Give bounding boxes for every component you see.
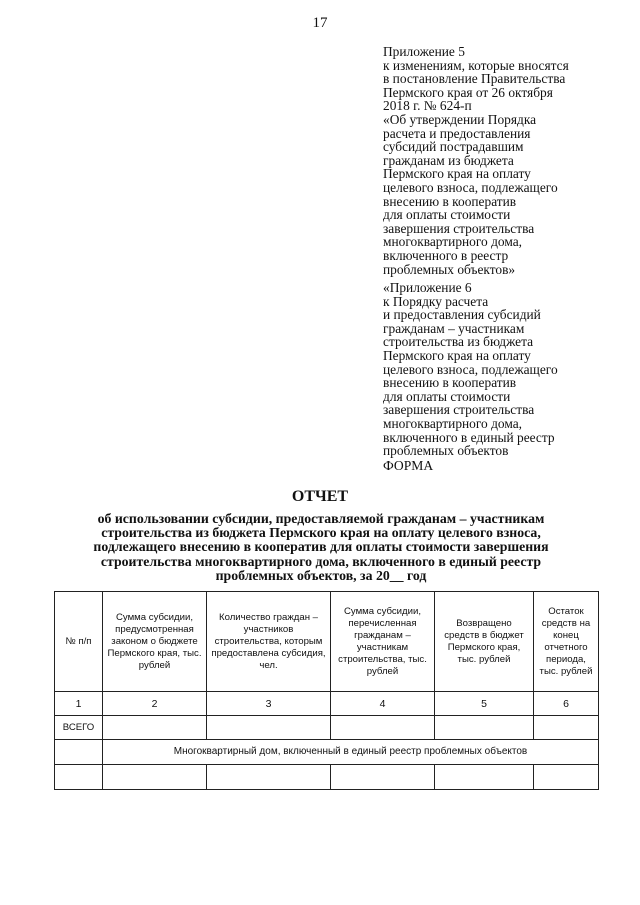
appendix-6-line: «Приложение 6	[383, 280, 472, 295]
page-number: 17	[312, 15, 328, 31]
appendix-5-line: гражданам из бюджета	[383, 152, 514, 168]
appendix-5-line: Пермского края на оплату	[383, 166, 531, 182]
appendix-5-line: к изменениям, которые вносятся	[383, 57, 569, 73]
appendix-5-line: «Об утверждении Порядка	[383, 111, 537, 127]
appendix-6-line: Пермского края на оплату	[383, 347, 531, 363]
column-number-cell: 3	[207, 692, 331, 716]
header-cell-remaining-funds: Остаток средств на конец отчетного периода, тыс. рублей	[534, 592, 599, 692]
appendix-6-line: строительства из бюджета	[383, 334, 534, 350]
total-label-cell: ВСЕГО	[55, 716, 103, 740]
appendix-6-block	[383, 281, 633, 458]
empty-cell	[207, 716, 331, 740]
appendix-5-line: включенного в реестр	[383, 247, 509, 263]
column-number-cell: 4	[331, 692, 435, 716]
appendix-5-line: субсидий пострадавшим	[383, 139, 524, 155]
report-subtitle	[40, 512, 602, 583]
header-cell-planned-subsidy: Сумма субсидии, предусмотренная законом о бюджете Пермского края, тыс. рублей	[103, 592, 207, 692]
report-subtitle-line: строительства из бюджета Пермского края на оплату целевого взноса,	[101, 525, 541, 541]
table-row	[55, 765, 599, 790]
appendix-6-line: и предоставления субсидий	[383, 307, 541, 323]
appendix-5-block	[383, 45, 633, 276]
report-subtitle-line: строительства многоквартирного дома, включенного в единый реестр	[100, 553, 542, 569]
section-label-cell: Многоквартирный дом, включенный в единый реестр проблемных объектов	[103, 740, 599, 765]
appendix-6-line: целевого взноса, подлежащего	[383, 361, 558, 377]
section-row	[55, 740, 599, 765]
appendix-6-line: проблемных объектов	[383, 443, 509, 459]
empty-cell	[55, 765, 103, 790]
appendix-5-line: многоквартирного дома,	[383, 234, 523, 250]
empty-cell	[331, 765, 435, 790]
appendix-5-line: проблемных объектов»	[383, 261, 516, 277]
appendix-6-line: внесению в кооператив	[383, 375, 517, 391]
header-cell-transferred-subsidy: Сумма субсидии, перечисленная гражданам – участникам строительства, тыс. рублей	[331, 592, 435, 692]
empty-cell	[435, 765, 534, 790]
empty-cell	[435, 716, 534, 740]
column-number-cell: 5	[435, 692, 534, 716]
header-cell-number: № п/п	[55, 592, 103, 692]
section-empty-cell	[55, 740, 103, 765]
report-table	[54, 591, 599, 790]
empty-cell	[331, 716, 435, 740]
table-header-row	[55, 592, 599, 692]
empty-cell	[534, 716, 599, 740]
appendix-5-line: в постановление Правительства	[383, 71, 566, 87]
appendix-6-line: завершения строительства	[383, 402, 535, 418]
empty-cell	[534, 765, 599, 790]
appendix-6-line: гражданам – участникам	[383, 320, 525, 336]
appendix-5-line: для оплаты стоимости	[383, 207, 511, 223]
appendix-6-line: включенного в единый реестр	[383, 429, 555, 445]
appendix-5-line: Приложение 5	[383, 44, 465, 59]
column-number-cell: 6	[534, 692, 599, 716]
appendix-6-line: многоквартирного дома,	[383, 415, 523, 431]
appendix-5-line: 2018 г. № 624-п	[383, 98, 472, 114]
empty-cell	[103, 716, 207, 740]
appendix-5-line: внесению в кооператив	[383, 193, 517, 209]
total-row	[55, 716, 599, 740]
header-cell-citizens-count: Количество граждан – участников строительства, которым предоставлена субсидия, чел.	[207, 592, 331, 692]
appendix-6-line: к Порядку расчета	[383, 293, 489, 309]
appendix-5-line: расчета и предоставления	[383, 125, 531, 141]
report-subtitle-line: об использовании субсидии, предоставляемой гражданам – участникам	[97, 511, 545, 526]
form-label: ФОРМА	[383, 458, 434, 473]
appendix-6-line: для оплаты стоимости	[383, 388, 511, 404]
appendix-5-line: Пермского края от 26 октября	[383, 84, 553, 100]
report-subtitle-line: проблемных объектов, за 20__ год	[215, 567, 427, 583]
column-number-cell: 2	[103, 692, 207, 716]
empty-cell	[207, 765, 331, 790]
appendix-5-line: завершения строительства	[383, 220, 535, 236]
appendix-5-line: целевого взноса, подлежащего	[383, 179, 558, 195]
empty-cell	[103, 765, 207, 790]
report-subtitle-line: подлежащего внесению в кооператив для оплаты стоимости завершения	[93, 539, 549, 555]
header-cell-returned-funds: Возвращено средств в бюджет Пермского края, тыс. рублей	[435, 592, 534, 692]
column-number-cell: 1	[55, 692, 103, 716]
column-number-row	[55, 692, 599, 716]
report-title: ОТЧЕТ	[291, 488, 349, 505]
